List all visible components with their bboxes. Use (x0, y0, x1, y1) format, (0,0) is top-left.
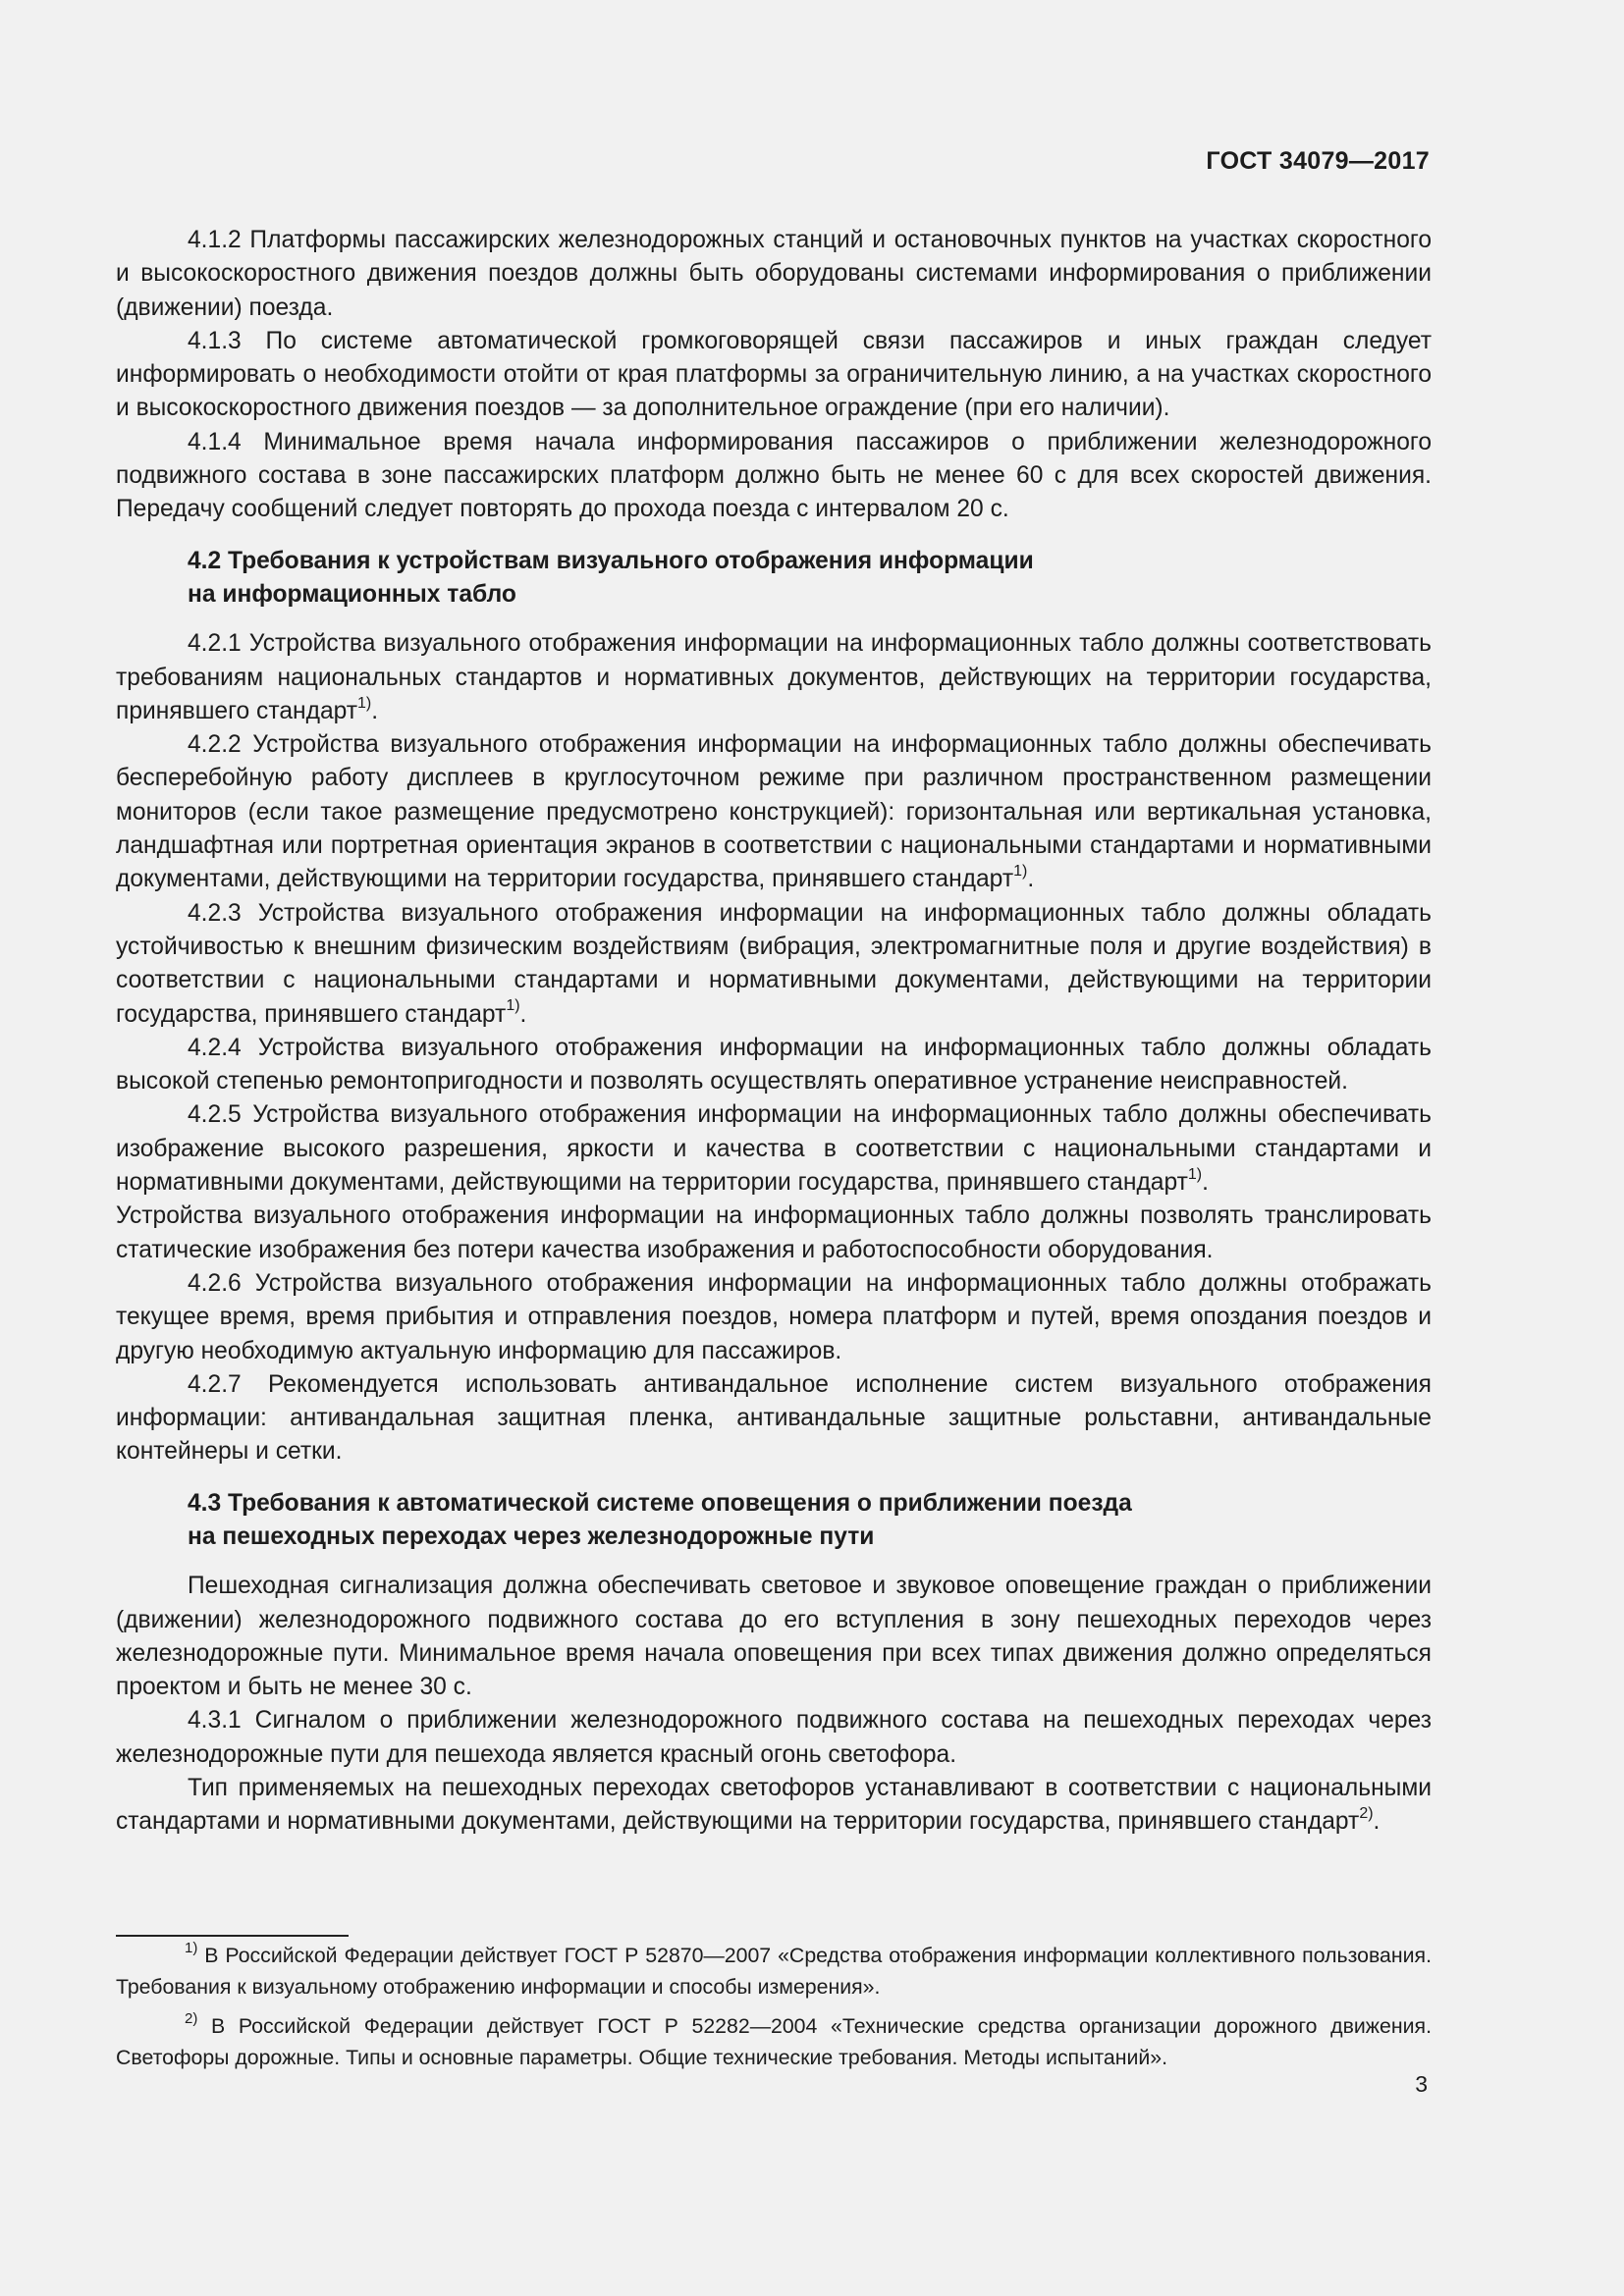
paragraph-4-2-2 (116, 728, 1432, 896)
paragraph-4-2-5-text: 4.2.5 Устройства визуального отображения информации на информационных табло должны обеспечивать изображение высокого разрешения, яркости и качества в соответствии с национальными стандартами и нормативными документами, действующими на территории государства, принявшего стандарт (116, 1101, 1432, 1197)
footnote-ref-1: 1) (506, 997, 520, 1015)
footnote-1-marker: 1) (185, 1939, 198, 1956)
paragraph-4-3-1: 4.3.1 Сигналом о приближении железнодорожного подвижного состава на пешеходных переходах через железнодорожные пути для пешехода является красный огонь светофора. (116, 1707, 1432, 1768)
footnote-1 (116, 1941, 1432, 2002)
paragraph-4-2-3-text: 4.2.3 Устройства визуального отображения информации на информационных табло должны обладать устойчивостью к внешним физическим воздействиям (вибрация, электромагнитные поля и другие воздействия) в соответствии с национальными стандартами и нормативными документами, действующими на территории государства, принявшего стандарт (116, 899, 1432, 1028)
paragraph-4-2-1 (116, 627, 1432, 728)
paragraph-4-2-1-text: 4.2.1 Устройства визуального отображения информации на информационных табло должны соответствовать требованиям национальных стандартов и нормативных документов, действующих на территории государства, принявшего стандарт (116, 630, 1432, 724)
paragraph-4-2-6: 4.2.6 Устройства визуального отображения информации на информационных табло должны отображать текущее время, время прибытия и отправления поездов, номера платформ и путей, время опоздания поездов и другую необходимую актуальную информацию для пассажиров. (116, 1269, 1432, 1364)
paragraph-4-2-4: 4.2.4 Устройства визуального отображения информации на информационных табло должны обладать высокой степенью ремонтопригодности и позволять осуществлять оперативное устранение неисправностей. (116, 1034, 1432, 1095)
footnote-ref-1: 1) (1187, 1165, 1203, 1183)
footnote-2-text: В Российской Федерации действует ГОСТ Р 52282—2004 «Технические средства организации дорожного движения. Светофоры дорожные. Типы и основные параметры. Общие технические требования. Методы испытаний». (116, 2014, 1432, 2069)
paragraph-4-3-1-signal-type (116, 1772, 1432, 1840)
footnotes (116, 1941, 1432, 2082)
paragraph-4-2-2-text: 4.2.2 Устройства визуального отображения информации на информационных табло должны обеспечивать бесперебойную работу дисплеев в круглосуточном режиме при различном пространственном размещении мониторов (если такое размещение предусмотрено конструкцией): горизонтальная или вертикальная установка, ландшафтная или портретная ориентация экранов в соответствии с национальными стандартами и нормативными документами, действующими на территории государства, принявшего стандарт (116, 731, 1432, 893)
section-heading-4-2-line1: 4.2 Требования к устройствам визуального отображения информации (188, 547, 1034, 574)
footnote-ref-1: 1) (357, 694, 372, 712)
footnote-1-text: В Российской Федерации действует ГОСТ Р 52870—2007 «Средства отображения информации коллективного пользования. Требования к визуальному отображению информации и способы измерения». (116, 1944, 1432, 1999)
paragraph-4-1-2: 4.1.2 Платформы пассажирских железнодорожных станций и остановочных пунктов на участках скоростного и высокоскоростного движения поездов должны быть оборудованы системами информирования о приближении (движении) поезда. (116, 227, 1432, 321)
paragraph-4-2-3 (116, 897, 1432, 1032)
section-heading-4-3-line2: на пешеходных переходах через железнодорожные пути (188, 1522, 875, 1550)
section-heading-4-3-line1: 4.3 Требования к автоматической системе оповещения о приближении поезда (188, 1489, 1132, 1517)
standard-code-header: ГОСТ 34079—2017 (1206, 147, 1430, 175)
paragraph-4-2-7: 4.2.7 Рекомендуется использовать антивандальное исполнение систем визуального отображения информации: антивандальная защитная пленка, антивандальные защитные рольставни, антивандальные контейнеры и сетки. (116, 1370, 1432, 1466)
paragraph-4-1-3: 4.1.3 По системе автоматической громкоговорящей связи пассажиров и иных граждан следует информировать о необходимости отойти от края платформы за ограничительную линию, а на участках скоростного и высокоскоростного движения поездов — за дополнительное ограждение (при его наличии). (116, 327, 1432, 422)
document-body (116, 224, 1432, 1840)
period: . (1373, 1808, 1380, 1836)
period: . (1202, 1169, 1209, 1197)
footnote-divider (116, 1935, 349, 1937)
section-heading-4-3 (116, 1487, 1432, 1555)
footnote-2-marker: 2) (185, 2009, 198, 2027)
section-heading-4-2 (116, 545, 1432, 613)
paragraph-4-2-5 (116, 1098, 1432, 1200)
paragraph-4-1-4: 4.1.4 Минимальное время начала информирования пассажиров о приближении железнодорожного подвижного состава в зоне пассажирских платформ должно быть не менее 60 с для всех скоростей движения. Передачу сообщений следует повторять до прохода поезда с интервалом 20 с. (116, 428, 1432, 523)
page-number: 3 (1415, 2071, 1428, 2097)
footnote-ref-2: 2) (1359, 1805, 1374, 1823)
period: . (371, 697, 379, 724)
period: . (1027, 866, 1035, 893)
paragraph-4-3-intro: Пешеходная сигнализация должна обеспечивать световое и звуковое оповещение граждан о приближении (движении) железнодорожного подвижного состава до его вступления в зону пешеходных переходов через железнодорожные пути. Минимальное время начала оповещения при всех типах движения должно определяться проектом и быть не менее 30 с. (116, 1573, 1432, 1701)
footnote-ref-1: 1) (1013, 863, 1028, 881)
paragraph-4-3-1-signal-type-text: Тип применяемых на пешеходных переходах светофоров устанавливают в соответствии с национальными стандартами и нормативными документами, действующими на территории государства, принявшего стандарт (116, 1775, 1432, 1836)
section-heading-4-2-line2: на информационных табло (188, 580, 516, 608)
footnote-2 (116, 2011, 1432, 2073)
paragraph-4-2-5-continued: Устройства визуального отображения информации на информационных табло должны позволять транслировать статические изображения без потери качества изображения и работоспособности оборудования. (116, 1202, 1432, 1263)
period: . (519, 1000, 527, 1028)
